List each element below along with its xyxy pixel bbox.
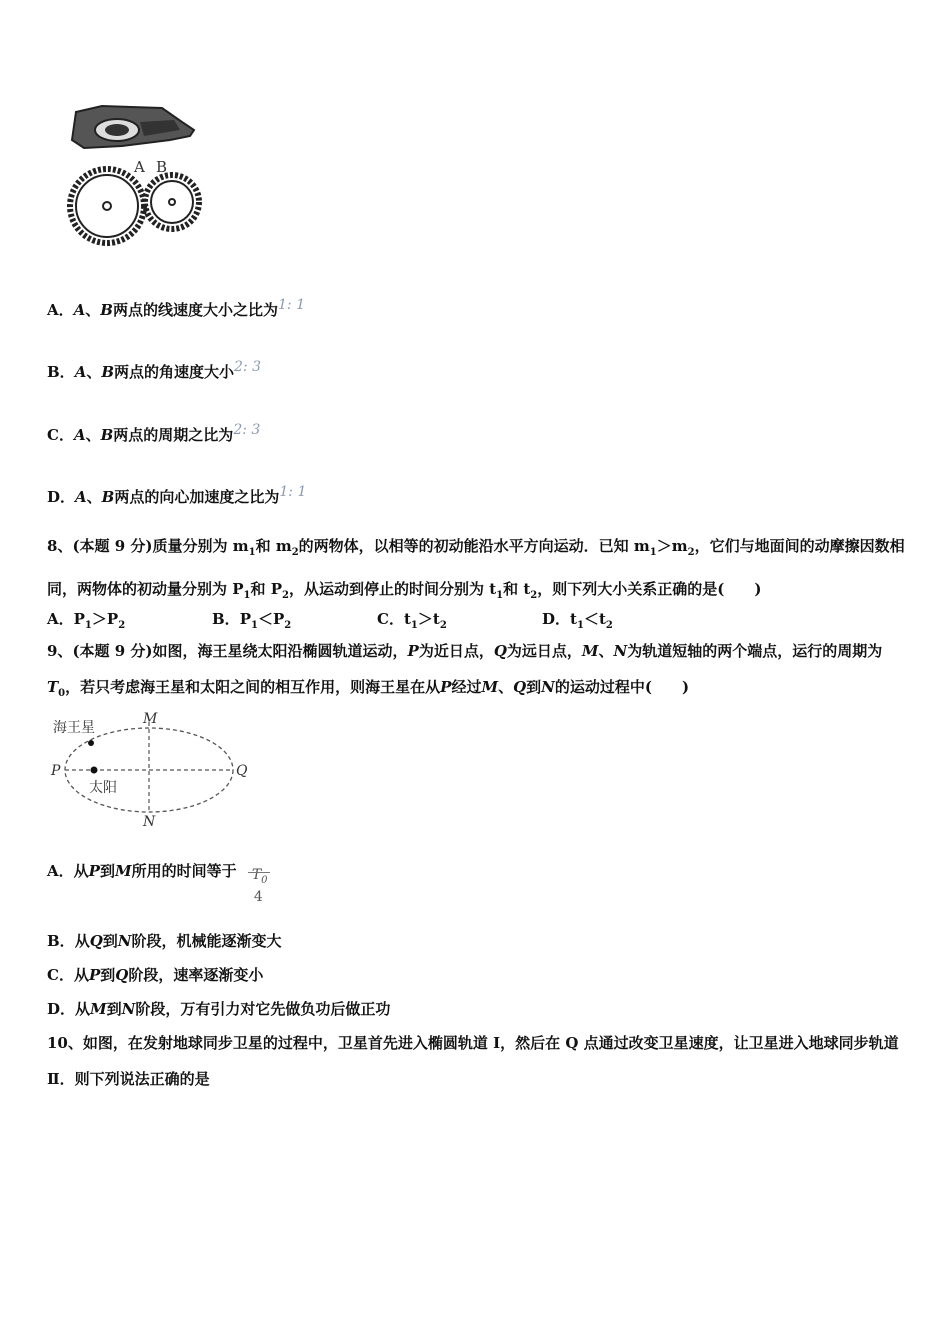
small-gear [145, 175, 199, 229]
q7-option-c: C．A、B两点的周期之比为2: 3 [47, 422, 261, 444]
q9-option-b: B．从Q到N阶段，机械能逐渐变大 [47, 932, 282, 950]
point-m: M [143, 711, 158, 727]
planet-label: 海王星 [53, 720, 95, 736]
q7-option-a: A．A、B两点的线速度大小之比为1: 1 [47, 297, 305, 319]
planet-dot [88, 740, 94, 746]
q9-option-c: C．从P到Q阶段，速率逐渐变小 [47, 966, 264, 984]
q8-stem: 8、(本题 9 分)质量分别为 $m_1$和 $m_2$的两物体，以相等的初动能沿水平方向运动．已知 $m_1>m_2$，它们与地面间的动摩擦因数相同，两物体的初动量分别为 $P_1$和 $P_2$，从运动到停止的时间分别为 $t_1$和 $t_2$，则下列大小关系正确的是( ) [47, 537, 905, 601]
label-b: B [156, 158, 168, 176]
q8-option-c: C．$t_1>t_2$ [377, 610, 447, 631]
label-a: A [134, 158, 145, 176]
q9-option-a: A．从P到M所用的时间等于 $T_0$ 4 [47, 848, 274, 894]
q8-option-a: A．$P_1>P_2$ [47, 610, 126, 631]
point-q: Q [236, 763, 248, 779]
gear-figure [62, 100, 212, 250]
q8-option-b: B．$P_1<P_2$ [212, 610, 292, 631]
q7-option-d: D．A、B两点的向心加速度之比为1: 1 [47, 484, 307, 506]
point-n: N [143, 814, 156, 830]
sun-dot [91, 767, 98, 774]
q9-option-d: D．从M到N阶段，万有引力对它先做负功后做正功 [47, 1000, 391, 1018]
q10-stem: 10、如图，在发射地球同步卫星的过程中，卫星首先进入椭圆轨道 I，然后在 Q 点通过改变卫星速度，让卫星进入地球同步轨道Ⅱ．则下列说法正确的是 [47, 1034, 899, 1088]
orbit-figure [47, 708, 257, 830]
q9-stem: 9、(本题 9 分)如图，海王星绕太阳沿椭圆轨道运动，P为近日点，Q为远日点，M、N为轨道短轴的两个端点，运行的周期为$T_0$，若只考虑海王星和太阳之间的相互作用，则海王星在从P经过M、Q到N的运动过程中( ) [47, 642, 883, 699]
large-gear [70, 169, 144, 243]
q7-option-b: B．A、B两点的角速度大小2: 3 [47, 359, 262, 381]
fraction-t0-over-4: $T_0$ 4 [248, 852, 274, 892]
q8-option-d: D．$t_1<t_2$ [542, 610, 613, 631]
sun-label: 太阳 [89, 780, 117, 796]
point-p: P [51, 763, 61, 779]
grinder-image [72, 106, 194, 148]
